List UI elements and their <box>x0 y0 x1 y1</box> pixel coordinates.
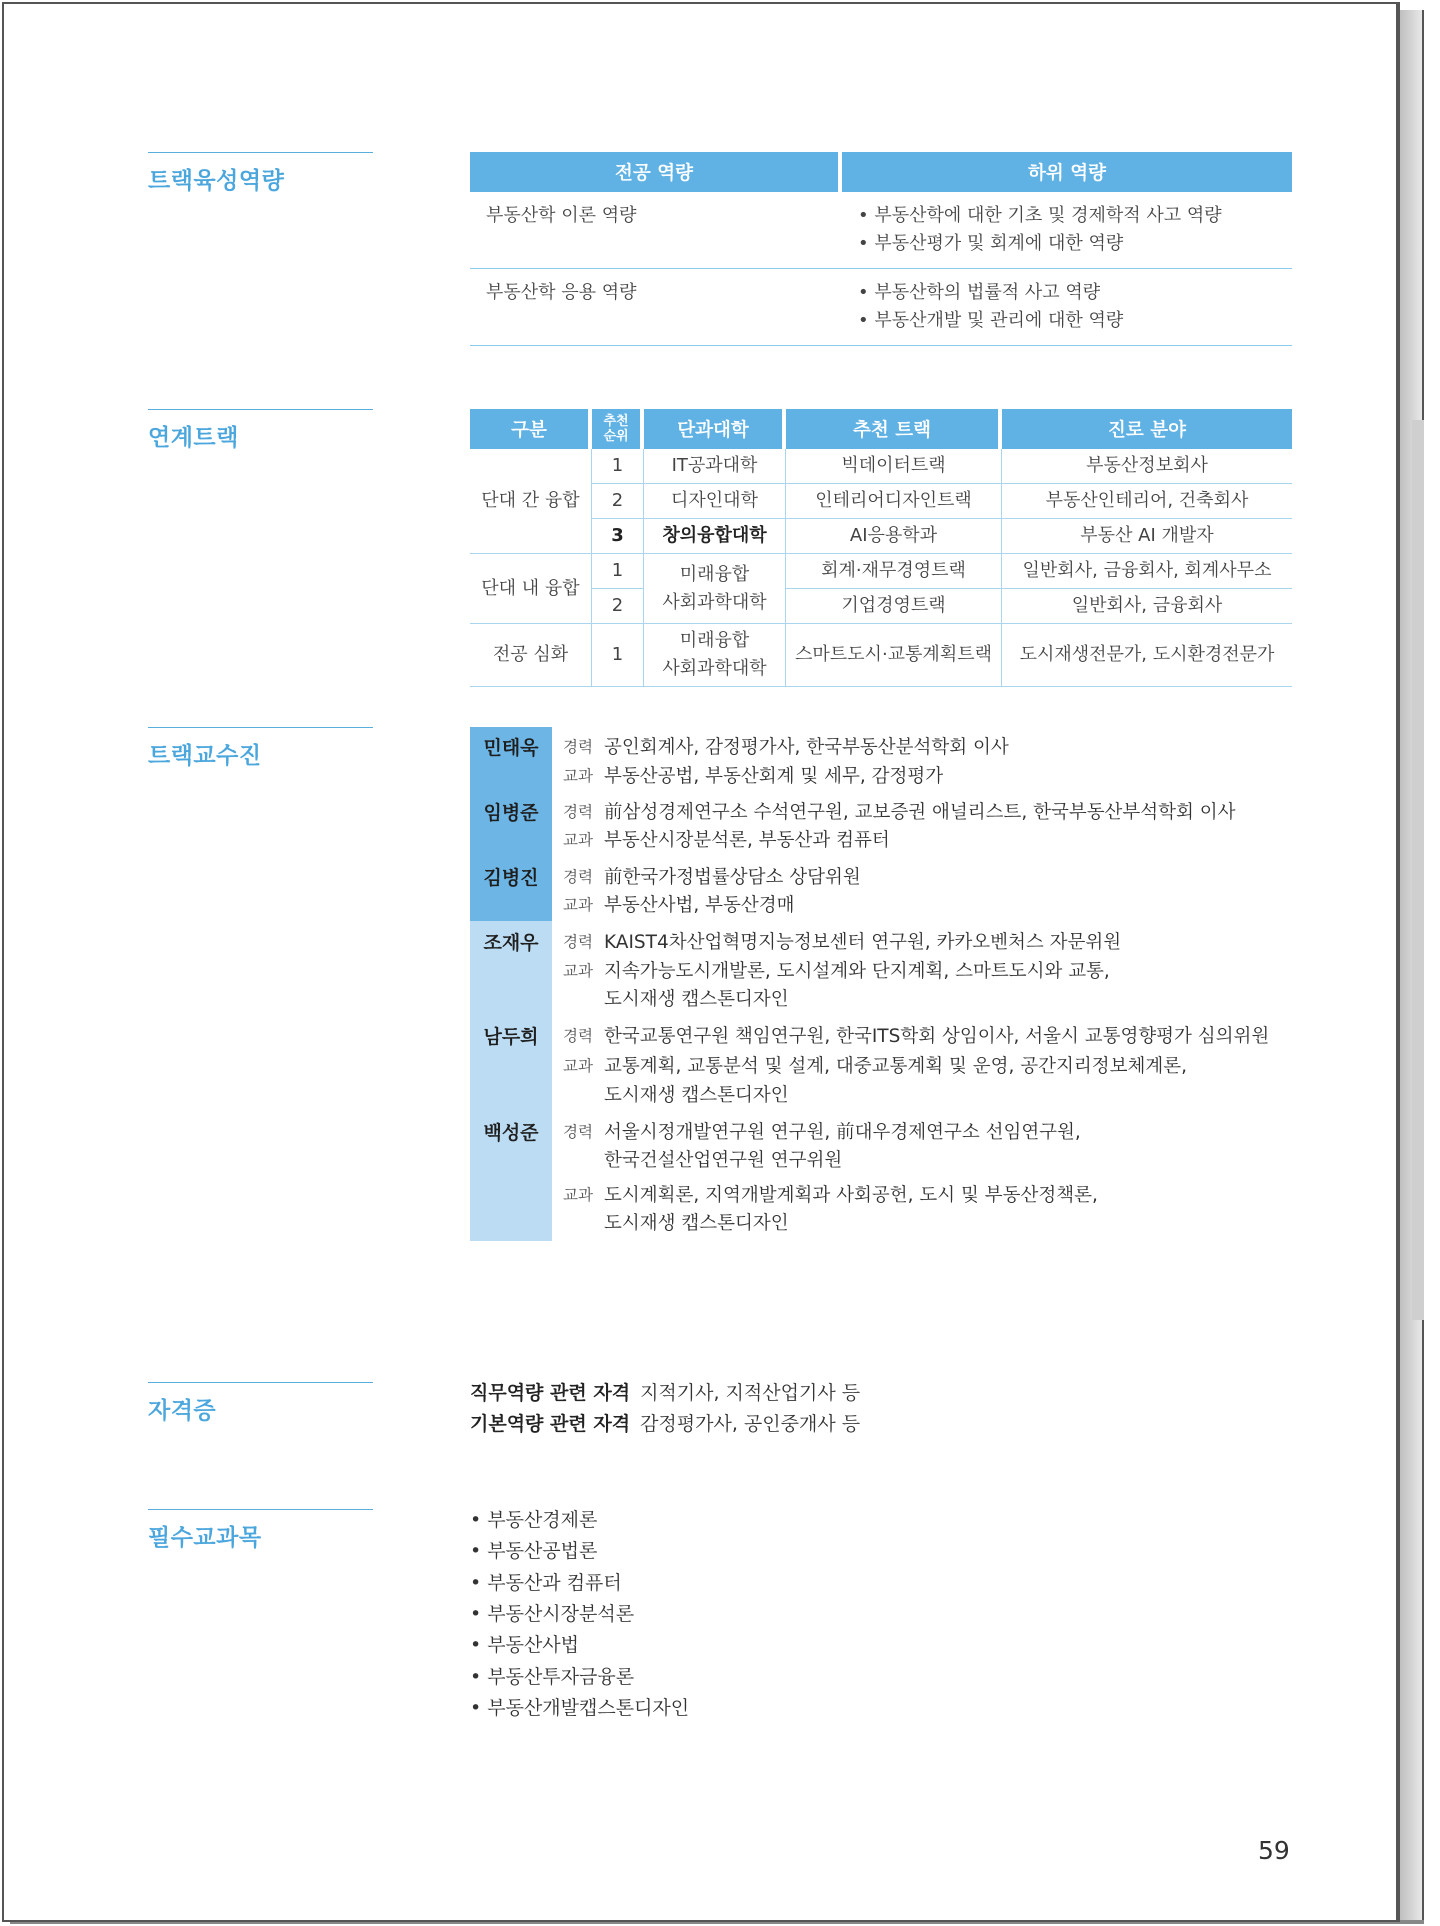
table-row <box>470 589 1292 624</box>
table-row <box>470 269 1292 346</box>
section-title-linked: 연계트랙 <box>148 425 239 451</box>
course-label: 교과 <box>563 896 593 914</box>
faculty-career: 한국건설산업연구원 연구위원 <box>604 1150 843 1171</box>
faculty-name-column-light <box>470 921 552 1241</box>
career-label: 경력 <box>563 803 593 821</box>
sub-competency: • 부동산학의 법률적 사고 역량 <box>858 282 1101 303</box>
category-cell: 전공 심화 <box>470 624 592 687</box>
linked-track-table <box>470 409 1292 687</box>
rank-cell: 2 <box>592 589 644 624</box>
table-row <box>470 449 1292 484</box>
rank-cell: 2 <box>592 484 644 519</box>
career-label: 경력 <box>563 868 593 886</box>
section-title-required: 필수교과목 <box>148 1525 262 1551</box>
track-cell: 스마트도시·교통계획트랙 <box>786 624 1002 687</box>
rank-cell: 1 <box>592 449 644 484</box>
list-item: • 부동산개발캡스톤디자인 <box>470 1697 690 1719</box>
faculty-course: 부동산사법, 부동산경매 <box>604 895 795 916</box>
rank-cell: 3 <box>592 519 644 554</box>
certificate-row <box>470 1409 860 1436</box>
sub-competency-cell <box>842 192 1292 269</box>
career-label: 경력 <box>563 738 593 756</box>
college-cell: 디자인대학 <box>644 484 786 519</box>
certificate-label: 직무역량 관련 자격 <box>470 1382 631 1404</box>
track-cell: AI응용학과 <box>786 519 1002 554</box>
course-label: 교과 <box>563 962 593 980</box>
rank-cell: 1 <box>592 554 644 589</box>
career-cell: 도시재생전문가, 도시환경전문가 <box>1002 624 1292 687</box>
faculty-name: 조재우 <box>483 932 539 954</box>
category-cell: 단대 내 융합 <box>470 554 592 624</box>
track-cell: 회계·재무경영트랙 <box>786 554 1002 589</box>
faculty-course: 교통계획, 교통분석 및 설계, 대중교통계획 및 운영, 공간지리정보체계론, <box>604 1056 1187 1077</box>
faculty-course: 도시계획론, 지역개발계획과 사회공헌, 도시 및 부동산정책론, <box>604 1185 1098 1206</box>
sub-competency-cell <box>842 269 1292 346</box>
section-rule <box>148 727 373 728</box>
course-label: 교과 <box>563 831 593 849</box>
track-cell: 빅데이터트랙 <box>786 449 1002 484</box>
section-rule <box>148 152 373 153</box>
col-header-track: 추천 트랙 <box>786 409 1002 449</box>
faculty-name: 백성준 <box>483 1122 539 1144</box>
page-number: 59 <box>1258 1836 1290 1865</box>
list-item: • 부동산사법 <box>470 1634 580 1656</box>
table-row <box>470 519 1292 554</box>
faculty-career: 공인회계사, 감정평가사, 한국부동산분석학회 이사 <box>604 737 1009 758</box>
sub-competency: • 부동산개발 및 관리에 대한 역량 <box>858 310 1124 331</box>
career-label: 경력 <box>563 933 593 951</box>
course-label: 교과 <box>563 1186 593 1204</box>
faculty-career: 서울시정개발연구원 연구원, 前대우경제연구소 선임연구원, <box>604 1122 1081 1143</box>
rank-header-line: 추천 <box>603 414 629 429</box>
certificate-label: 기본역량 관련 자격 <box>470 1413 631 1435</box>
major-competency: 부동산학 응용 역량 <box>470 269 842 346</box>
course-label: 교과 <box>563 767 593 785</box>
college-cell <box>644 624 786 687</box>
faculty-career: 前삼성경제연구소 수석연구원, 교보증권 애널리스트, 한국부동산부석학회 이사 <box>604 802 1236 823</box>
rank-header-line: 순위 <box>603 429 629 444</box>
col-header-sub: 하위 역량 <box>842 152 1292 192</box>
college-cell: IT공과대학 <box>644 449 786 484</box>
list-item: • 부동산공법론 <box>470 1540 598 1562</box>
col-header-category: 구분 <box>470 409 592 449</box>
sub-competency: • 부동산학에 대한 기초 및 경제학적 사고 역량 <box>858 205 1222 226</box>
faculty-course: 도시재생 캡스톤디자인 <box>604 1213 789 1234</box>
career-cell: 부동산인테리어, 건축회사 <box>1002 484 1292 519</box>
sub-competency: • 부동산평가 및 회계에 대한 역량 <box>858 233 1124 254</box>
faculty-name: 김병진 <box>483 867 539 889</box>
certificate-value: 감정평가사, 공인중개사 등 <box>640 1413 861 1435</box>
col-header-major: 전공 역량 <box>470 152 842 192</box>
section-title-faculty: 트랙교수진 <box>148 743 262 769</box>
course-label: 교과 <box>563 1057 593 1075</box>
college-line: 미래융합 <box>679 630 750 651</box>
table-row <box>470 484 1292 519</box>
major-competency: 부동산학 이론 역량 <box>470 192 842 269</box>
table-row <box>470 192 1292 269</box>
section-title-competency: 트랙육성역량 <box>148 168 285 194</box>
faculty-career: 한국교통연구원 책임연구원, 한국ITS학회 상임이사, 서울시 교통영향평가 심의위원 <box>604 1026 1270 1047</box>
section-rule <box>148 1509 373 1510</box>
page-edge-shadow-inner <box>1412 420 1424 1320</box>
faculty-course: 부동산시장분석론, 부동산과 컴퓨터 <box>604 830 890 851</box>
college-cell <box>644 554 786 624</box>
career-cell: 부동산정보회사 <box>1002 449 1292 484</box>
track-cell: 인테리어디자인트랙 <box>786 484 1002 519</box>
certificate-row <box>470 1378 860 1405</box>
career-label: 경력 <box>563 1123 593 1141</box>
competency-table <box>470 152 1292 346</box>
faculty-course: 도시재생 캡스톤디자인 <box>604 1085 789 1106</box>
section-rule <box>148 1382 373 1383</box>
list-item: • 부동산투자금융론 <box>470 1666 635 1688</box>
certificate-value: 지적기사, 지적산업기사 등 <box>640 1382 861 1404</box>
table-row <box>470 624 1292 687</box>
faculty-career: KAIST4차산업혁명지능정보센터 연구원, 카카오벤처스 자문위원 <box>604 932 1122 953</box>
track-cell: 기업경영트랙 <box>786 589 1002 624</box>
col-header-college: 단과대학 <box>644 409 786 449</box>
career-cell: 부동산 AI 개발자 <box>1002 519 1292 554</box>
list-item: • 부동산과 컴퓨터 <box>470 1572 622 1594</box>
section-title-certificate: 자격증 <box>148 1398 217 1424</box>
college-line: 사회과학대학 <box>662 658 767 679</box>
col-header-career: 진로 분야 <box>1002 409 1292 449</box>
faculty-name: 민태욱 <box>483 737 539 759</box>
career-cell: 일반회사, 금융회사 <box>1002 589 1292 624</box>
rank-cell: 1 <box>592 624 644 687</box>
category-cell: 단대 간 융합 <box>470 449 592 554</box>
list-item: • 부동산경제론 <box>470 1509 598 1531</box>
col-header-rank <box>592 409 644 449</box>
faculty-name: 임병준 <box>483 802 539 824</box>
career-label: 경력 <box>563 1027 593 1045</box>
list-item: • 부동산시장분석론 <box>470 1603 635 1625</box>
college-cell: 창의융합대학 <box>644 519 786 554</box>
faculty-career: 前한국가정법률상담소 상담위원 <box>604 867 861 888</box>
career-cell: 일반회사, 금융회사, 회계사무소 <box>1002 554 1292 589</box>
table-row <box>470 554 1292 589</box>
faculty-course: 지속가능도시개발론, 도시설계와 단지계획, 스마트도시와 교통, <box>604 961 1110 982</box>
faculty-name: 남두희 <box>483 1026 539 1048</box>
faculty-course: 부동산공법, 부동산회계 및 세무, 감정평가 <box>604 766 944 787</box>
section-rule <box>148 409 373 410</box>
college-line: 미래융합 <box>679 563 750 585</box>
faculty-course: 도시재생 캡스톤디자인 <box>604 989 789 1010</box>
college-line: 사회과학대학 <box>662 591 767 613</box>
